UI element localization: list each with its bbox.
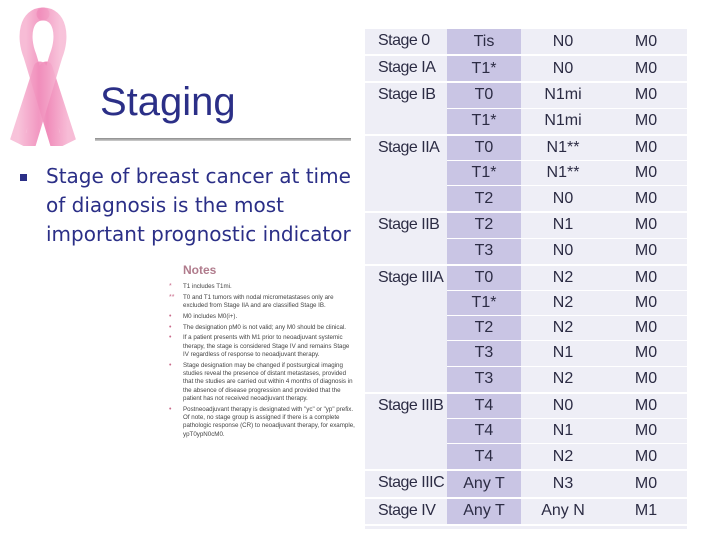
note-marker: •: [169, 312, 172, 320]
metastasis-cell: M0: [634, 268, 658, 286]
note-item: [165, 283, 355, 291]
stage-label: Stage IIIA: [378, 268, 444, 286]
table-row: [447, 29, 687, 54]
stage-label: Stage IV: [378, 501, 436, 519]
metastasis-cell: M0: [634, 396, 658, 414]
tumor-cell: T3: [447, 341, 521, 365]
note-text: The designation pM0 is not valid; any M0 should be clinical.: [183, 323, 347, 331]
note-text: T1 includes T1mi.: [183, 283, 232, 290]
node-cell: N1: [552, 216, 574, 234]
metastasis-cell: M0: [634, 216, 658, 234]
node-cell: N1: [552, 344, 574, 362]
metastasis-cell: M0: [634, 474, 658, 492]
node-cell: N1: [552, 422, 574, 440]
stage-label: Stage IIIB: [378, 396, 444, 414]
note-marker: *: [169, 283, 172, 290]
tumor-cell: T4: [447, 444, 521, 469]
tumor-cell: Tis: [447, 29, 521, 54]
bullet-text: Stage of breast cancer at time of diagnosis is the most important prognostic indicator: [46, 164, 351, 246]
staging-table: [365, 29, 687, 529]
node-cell: N2: [552, 319, 574, 337]
table-row: [447, 316, 687, 341]
notes-list: [165, 283, 355, 439]
stage-group: [365, 394, 687, 472]
note-marker: **: [169, 293, 175, 301]
metastasis-cell: M0: [634, 370, 658, 388]
stage-group: [365, 266, 687, 394]
note-marker: •: [169, 323, 172, 331]
stage-group: [365, 83, 687, 135]
tumor-cell: T1*: [447, 56, 521, 81]
node-cell: N2: [552, 268, 574, 286]
stage-rows: [447, 499, 687, 524]
stage-label: Stage IIA: [378, 138, 440, 156]
table-row: [447, 444, 687, 469]
tumor-cell: T1*: [447, 161, 521, 185]
notes-title: Notes: [183, 263, 217, 277]
stage-rows: [447, 213, 687, 263]
metastasis-cell: M0: [634, 242, 658, 260]
node-cell: N0: [552, 242, 574, 260]
stage-group: [365, 499, 687, 526]
table-row: [447, 239, 687, 264]
node-cell: N2: [552, 370, 574, 388]
stage-label: Stage IIB: [378, 216, 440, 234]
stage-rows: [447, 136, 687, 212]
stage-group: [365, 213, 687, 265]
stage-group: [365, 29, 687, 56]
stage-group: [365, 56, 687, 83]
metastasis-cell: M0: [634, 189, 658, 207]
metastasis-cell: M0: [634, 59, 658, 77]
table-row: [447, 367, 687, 392]
note-marker: •: [169, 405, 172, 413]
tumor-cell: T2: [447, 186, 521, 211]
table-row: [447, 394, 687, 419]
table-row: [447, 83, 687, 108]
title-divider: [95, 138, 351, 141]
stage-group: [365, 136, 687, 214]
node-cell: N3: [552, 474, 574, 492]
stage-rows: [447, 83, 687, 133]
note-text: If a patient presents with M1 prior to neoadjuvant systemic therapy, the stage is considered Stage IV and remains Stage IV regardless of response to neoadjuvant therapy.: [183, 334, 350, 359]
stage-rows: [447, 394, 687, 470]
table-row: [447, 499, 687, 524]
node-cell: N2: [552, 294, 574, 312]
tumor-cell: T2: [447, 213, 521, 237]
tumor-cell: T4: [447, 394, 521, 418]
note-marker: •: [169, 361, 172, 369]
table-row: [447, 341, 687, 366]
stage-label: Stage IIIC: [378, 474, 445, 492]
table-row: [447, 136, 687, 161]
metastasis-cell: M0: [634, 86, 658, 104]
table-row: [447, 161, 687, 186]
stage-label: Stage IA: [378, 59, 436, 77]
table-row: [447, 291, 687, 316]
notes-panel: [165, 263, 355, 531]
node-cell: N2: [552, 447, 574, 465]
tumor-cell: T0: [447, 266, 521, 290]
note-item: [165, 334, 355, 359]
node-cell: N1mi: [544, 86, 582, 104]
tumor-cell: T4: [447, 419, 521, 443]
note-text: M0 includes M0(i+).: [183, 312, 238, 320]
metastasis-cell: M0: [634, 447, 658, 465]
note-text: Stage designation may be changed if postsurgical imaging studies reveal the presence of distant metastases, provided that the studies are carried out within 4 months of diagnosis in the absence of disease progression and provided that the patient has not received neoadjuvant therapy.: [183, 361, 353, 403]
table-row: [447, 109, 687, 134]
tumor-cell: Any T: [447, 471, 521, 496]
node-cell: N0: [552, 59, 574, 77]
table-row: [447, 56, 687, 81]
note-item: [165, 324, 355, 332]
metastasis-cell: M0: [634, 164, 658, 182]
table-row: [447, 471, 687, 496]
tumor-cell: T3: [447, 367, 521, 392]
note-text: Postneoadjuvant therapy is designated with "yc" or "yp" prefix. Of note, no stage group is assigned if there is a complete pathologic response (CR) to neoadjuvant therapy, for example, ypT0ypN0cM0.: [183, 405, 355, 438]
stage-rows: [447, 266, 687, 392]
table-row: [447, 213, 687, 238]
tumor-cell: T1*: [447, 291, 521, 315]
tumor-cell: Any T: [447, 499, 521, 524]
note-item: [165, 313, 355, 321]
metastasis-cell: M1: [634, 502, 658, 520]
table-row: [447, 186, 687, 211]
tumor-cell: T1*: [447, 109, 521, 134]
tumor-cell: T3: [447, 239, 521, 264]
tumor-cell: T0: [447, 83, 521, 107]
slide-title: Staging: [100, 80, 236, 124]
note-item: [165, 406, 355, 439]
note-marker: •: [169, 334, 172, 342]
pink-ribbon-icon: [8, 6, 78, 146]
note-item: [165, 294, 355, 311]
metastasis-cell: M0: [634, 294, 658, 312]
table-row: [447, 419, 687, 444]
node-cell: N0: [552, 32, 574, 50]
node-cell: Any N: [541, 502, 585, 520]
metastasis-cell: M0: [634, 319, 658, 337]
note-item: [165, 362, 355, 403]
node-cell: N0: [552, 189, 574, 207]
stage-rows: [447, 56, 687, 81]
node-cell: N0: [552, 396, 574, 414]
metastasis-cell: M0: [634, 32, 658, 50]
metastasis-cell: M0: [634, 138, 658, 156]
metastasis-cell: M0: [634, 112, 658, 130]
node-cell: N1**: [546, 138, 580, 156]
metastasis-cell: M0: [634, 422, 658, 440]
tumor-cell: T2: [447, 316, 521, 340]
stage-rows: [447, 471, 687, 496]
stage-group: [365, 471, 687, 498]
tumor-cell: T0: [447, 136, 521, 160]
node-cell: N1**: [546, 164, 580, 182]
stage-label: Stage IB: [378, 86, 436, 104]
stage-label: Stage 0: [378, 32, 430, 49]
bullet-marker: [20, 174, 27, 181]
note-text: T0 and T1 tumors with nodal micrometastases only are excluded from Stage IIA and are classified Stage IB.: [183, 293, 334, 310]
stage-rows: [447, 29, 687, 54]
node-cell: N1mi: [544, 112, 582, 130]
table-row: [447, 266, 687, 291]
metastasis-cell: M0: [634, 344, 658, 362]
